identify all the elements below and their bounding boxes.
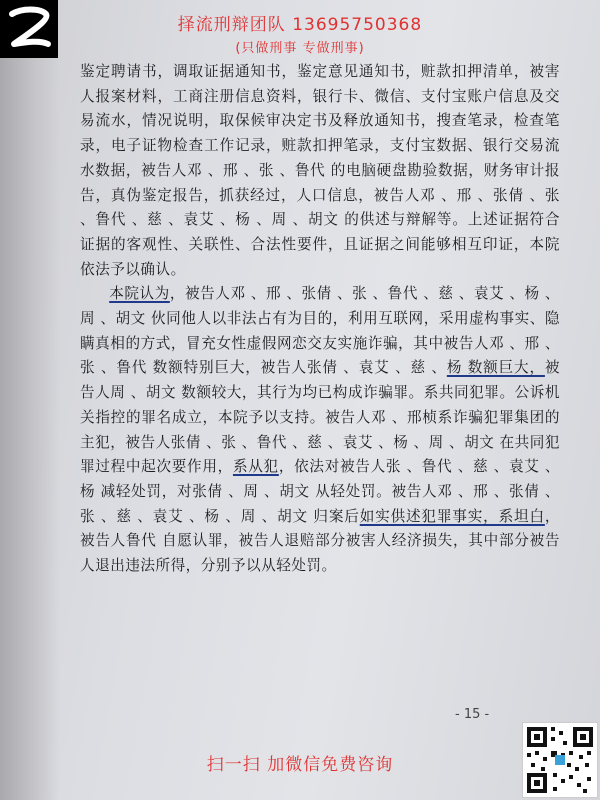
court-opinion-text-a: ，被告人邓 、邢 、张倩 、张 、鲁代 、慈 、袁艾 、杨 、周 、胡文 伙同他人以非法占有为目的，利用互联网，采用虚构事实、隐瞒真相的方式，冒充女性虚假网恋交友实施诈骗，其中被告人邓 、邢 、张 、鲁代 数额特别巨大，被告人张倩 、袁艾 、慈 、	[80, 285, 560, 377]
underlined-confession: 如实供述犯罪事实，系坦白	[359, 507, 545, 525]
underlined-amount-large: 杨 数额巨大，	[446, 359, 545, 377]
paper-shadow-edge	[0, 0, 60, 800]
brand-logo-icon	[0, 0, 58, 58]
document-header	[60, 10, 540, 56]
qr-code-icon[interactable]	[522, 722, 598, 798]
court-opinion-text-c: ，依法对被告人张 、鲁代 、慈 、袁艾 、杨 减轻处罚，对张倩 、周 、胡文 从轻处罚。被告人邓 、邢 、张倩 、张 、慈 、袁艾 、杨 、周 、胡文 归案后	[80, 458, 560, 525]
page-number: - 15 -	[455, 707, 490, 722]
paragraph-evidence: 鉴定聘请书，调取证据通知书，鉴定意见通知书，赃款扣押清单，被害人报案材料，工商注册信息资料，银行卡、微信、支付宝账户信息及交易流水，情况说明，取保候审决定书及释放通知书，搜查笔录，检查笔录，电子证物检查工作记录，赃款扣押笔录，支付宝数据、银行交易流水数据，被告人邓 、邢 、张 、鲁代 的电脑硬盘勘验数据，财务审计报告，真伪鉴定报告，抓获经过，人口信息，被告人邓 、邢 、张倩 、张 、鲁代 、慈 、袁艾 、杨 、周 、胡文 的供述与辩解等。上述证据符合证据的客观性、关联性、合法性要件，且证据之间能够相互印证，本院依法予以确认。	[80, 63, 560, 278]
document-body	[80, 60, 560, 579]
court-opinion-text-b: 被告人周 、胡文 数额较大，其行为均已构成诈骗罪。系共同犯罪。公诉机关指控的罪名成立，本院予以支持。被告人邓 、邢桢系诈骗犯罪集团的主犯，被告人张倩 、张 、鲁代 、慈 、袁艾 、杨 、周 、胡文 在共同犯罪过程中起次要作用，	[80, 359, 561, 476]
underlined-court-finding: 本院认为	[109, 285, 170, 303]
court-opinion-text-d: ，被告人鲁代 自愿认罪，被告人退赔部分被害人经济损失，其中部分被告人退出违法所得，分别予以从轻处罚。	[80, 507, 560, 575]
underlined-accessory: 系从犯	[232, 458, 279, 476]
header-title: 择流刑辩团队 13695750368	[177, 15, 423, 35]
header-subtitle: (只做刑事 专做刑事)	[235, 41, 365, 56]
footer-cta: 扫一扫 加微信免费咨询	[206, 755, 394, 775]
paragraph-court-opinion	[80, 282, 560, 578]
